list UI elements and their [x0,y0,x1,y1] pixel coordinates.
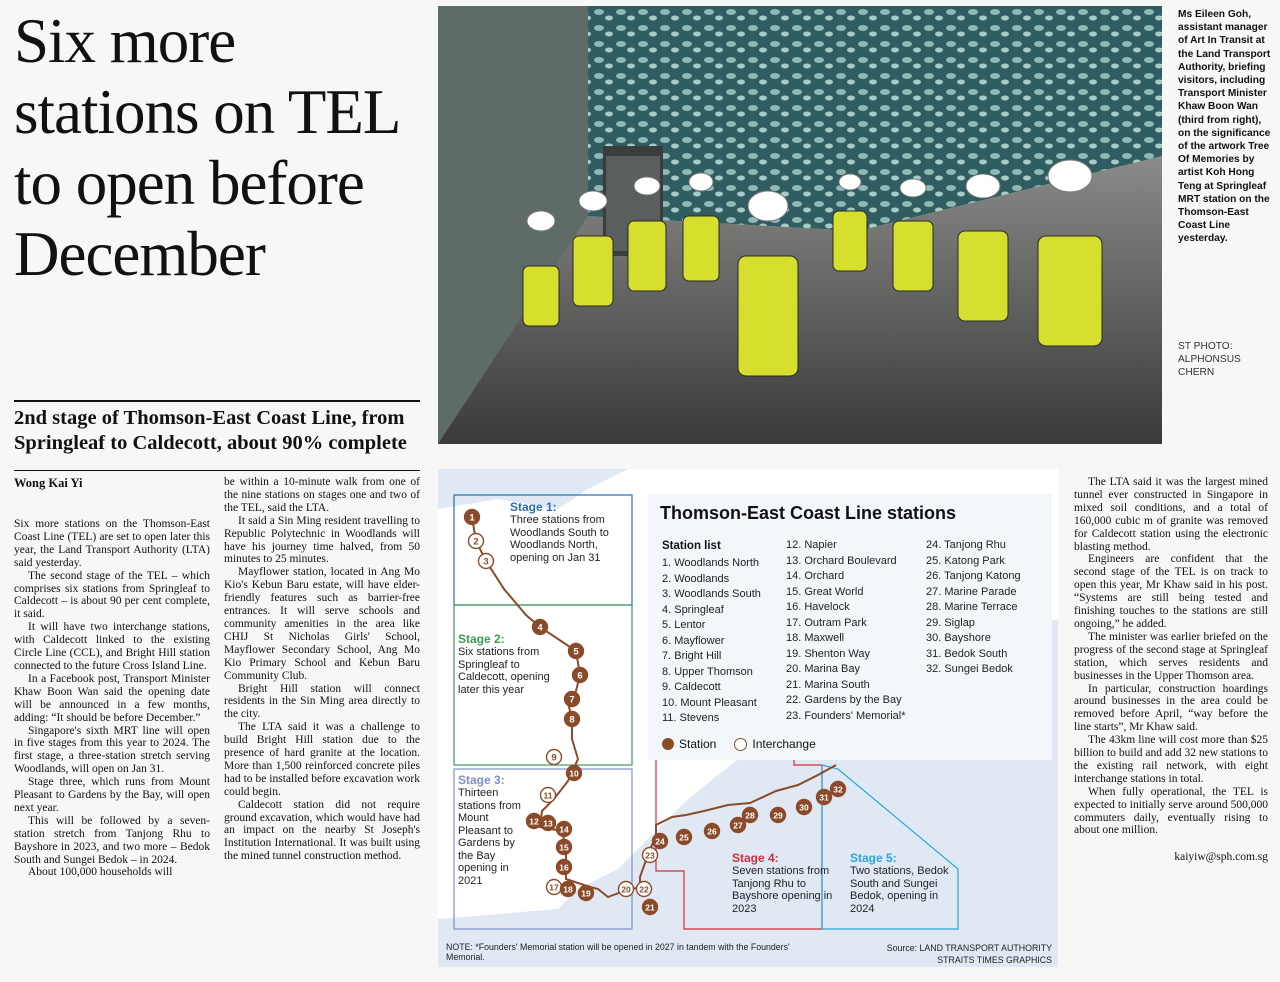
station-list-item: 15. Great World [786,585,864,598]
stage-1-label [510,500,630,564]
station-number-label: 4 [537,622,543,634]
paragraph: It said a Sin Ming resident travelling to Republic Polytechnic in Woodlands will have his journey time halved, from 50 minutes to 25 minutes. [224,514,420,566]
station-list-item: 8. Upper Thomson [662,665,753,678]
paragraph: When fully operational, the TEL is expected to initially serve around 500,000 commuters daily, eventually rising to about one million. [1074,785,1268,837]
subhead-rule [14,400,420,402]
author-email: kaiyiw@sph.com.sg [1174,851,1268,864]
map-note: NOTE: *Founders' Memorial station will be opened in 2027 in tandem with the Founders' Memorial. [446,942,790,962]
legend-station-label: Station [679,737,717,751]
paragraph: About 100,000 households will [28,866,173,879]
paragraph: Stage three, which runs from Mount Pleasant to Gardens by the Bay, will open next year. [14,776,210,814]
station-number-label: 28 [745,810,755,821]
station-number-label: 22 [639,884,649,895]
station-list-item: 12. Napier [786,539,837,551]
graphics-credit: STRAITS TIMES GRAPHICS [937,955,1052,965]
station-list-item: 31. Bedok South [926,647,1008,660]
station-number-label: 9 [551,752,557,764]
station-number-label: 23 [645,850,655,861]
stage-4-desc: Seven stations from Tanjong Rhu to Bayshore opening in 2023 [732,865,833,915]
station-list-item: 13. Orchard Boulevard [786,554,897,567]
station-number-label: 15 [559,842,569,853]
paragraph: In a Facebook post, Transport Minister Khaw Boon Wan said the opening date will be announced in a few months, adding: “It should be before December.” [14,672,210,724]
station-number-label: 29 [773,810,783,821]
paragraph: The LTA said it was the largest mined tunnel ever constructed in Singapore in mixed soil conditions, and a total of 160,000 cubic m of granite was removed for Caldecott station using the electronic blasting method. [1074,476,1268,553]
body-column-1 [14,518,210,879]
body-column-3 [1074,476,1268,864]
station-number-label: 7 [569,694,575,706]
paragraph: The second stage of the TEL – which comprises six stations from Springleaf to Caldecott – is about 90 per cent complete, it said. [14,569,210,621]
station-dot-icon [662,738,674,750]
paragraph: Engineers are confident that the second stage of the TEL is on track to open this year, Mr Khaw said in his post. “Systems are still being tested and finishing touches to the stations are still ongoing,” he added. [1074,553,1268,630]
stage-3-title: Stage 3: [458,773,505,787]
station-number-label: 30 [799,802,809,813]
legend-interchange-label: Interchange [752,737,816,751]
station-list-item: 7. Bright Hill [662,650,722,662]
station-list-item: 26. Tanjong Katong [926,570,1021,582]
station-list-col-1 [662,556,786,727]
stage-2-label [458,632,568,696]
paragraph: This will be followed by a seven-station stretch from Tanjong Rhu to Bayshore in 2023, and two more – Bedok South and Sungei Bedok – in 2024. [14,814,210,866]
station-list-item: 4. Springleaf [662,603,724,616]
station-number-label: 27 [733,820,743,831]
station-list-item: 19. Shenton Way [786,647,870,660]
station-number-label: 31 [819,792,829,803]
station-list-item: 2. Woodlands [662,572,730,585]
station-list-item: 9. Caldecott [662,681,721,693]
stage-2-desc: Six stations from Springleaf to Caldecott, opening later this year [458,646,550,696]
stage-4-label [732,851,842,915]
station-list-item: 21. Marina South [786,678,870,691]
station-number-label: 2 [473,536,479,548]
station-list-item: 20. Marina Bay [786,663,860,675]
stage-3-label [458,773,528,887]
station-list-item: 10. Mount Pleasant [662,696,757,709]
station-number-label: 24 [655,836,665,847]
photo-illustration [438,6,1162,444]
station-number-label: 11 [543,790,553,801]
station-number-label: 20 [621,884,631,895]
map-title: Thomson-East Coast Line stations [660,503,957,523]
paragraph: Mayflower station, located in Ang Mo Kio's Kebun Baru estate, will have elder-friendly features such as barrier-free entrances. It will serve schools and community amenities in the area like CHIJ St Nicholas Girls' School, Mayflower Secondary School, Ang Mo Kio Primary School and Kebun Baru Community Club. [224,566,420,682]
station-number-label: 8 [569,714,575,726]
station-number-label: 6 [577,670,583,682]
station-number-label: 19 [581,888,591,899]
station-number-label: 3 [483,556,489,568]
station-number-label: 12 [529,816,539,827]
station-number-label: 32 [833,784,843,795]
body-column-2 [224,476,420,863]
station-number-label: 18 [563,884,573,895]
stage-5-title: Stage 5: [850,851,897,865]
station-list-heading: Station list [662,540,721,552]
interchange-circle-icon [734,738,747,751]
map-source [840,942,1052,966]
station-list-item: 14. Orchard [786,570,845,582]
station-number-label: 25 [679,832,689,843]
station-number-label: 16 [559,862,569,873]
station-list-item: 23. Founders' Memorial* [786,709,906,722]
station-list-item: 5. Lentor [662,619,706,631]
byline-rule [14,470,420,471]
photo-credit: ST PHOTO: ALPHONSUS CHERN [1178,341,1241,379]
headline: Six more stations on TEL to open before December [14,6,398,289]
station-list-item: 3. Woodlands South [662,588,761,600]
stage-5-desc: Two stations, Bedok South and Sungei Bedok, opening in 2024 [850,865,949,915]
station-list-item: 25. Katong Park [926,554,1005,567]
subheadline: 2nd stage of Thomson-East Coast Line, from Springleaf to Caldecott, about 90% complete [14,407,407,454]
station-list-item: 27. Marine Parade [926,585,1017,598]
paragraph: It will have two interchange stations, with Caldecott linked to the existing Circle Line (CCL), and Bright Hill station connected to the future Cross Island Line. [14,621,210,672]
source-text: Source: LAND TRANSPORT AUTHORITY [886,943,1052,953]
paragraph: Singapore's sixth MRT line will open in five stages from this year to 2024. The first stage, a three-station stretch serving Woodlands, will open on Jan 31. [14,724,210,776]
station-list-item: 29. Siglap [926,616,975,629]
station-list-item: 16. Havelock [786,601,850,613]
paragraph: Caldecott station did not require ground excavation, which would have had an impact on the nearby St Joseph's Institution International. It was built using the mined tunnel construction method. [224,798,420,863]
station-list-item: 32. Sungei Bedok [926,663,1013,675]
station-list-col-3 [926,538,1050,678]
stage-3-desc: Thirteen stations from Mount Pleasant to Gardens by the Bay opening in 2021 [458,787,521,887]
station-list-item: 6. Mayflower [662,634,725,647]
photo-caption: Ms Eileen Goh, assistant manager of Art In Transit at the Land Transport Authority, briefing visitors, including Transport Minister Khaw Boon Wan (third from right), on the significance of the artwork Tree Of Memories by artist Koh Hong Teng at Springleaf MRT station on the Thomson-East Coast Line yesterday. [1178,9,1271,245]
paragraph: be within a 10-minute walk from one of the nine stations on stages one and two of the TEL, said the LTA. [224,476,420,514]
news-photo [438,6,1162,444]
stage-1-desc: Three stations from Woodlands South to Woodlands North, opening on Jan 31 [510,514,609,564]
station-list-item: 28. Marine Terrace [926,601,1018,613]
legend [662,737,816,751]
station-number-label: 5 [573,646,579,658]
stage-2-title: Stage 2: [458,632,505,646]
station-number-label: 13 [543,818,553,829]
station-number-label: 1 [469,512,475,524]
station-list-item: 11. Stevens [662,712,720,724]
station-list-item: 30. Bayshore [926,632,991,644]
station-number-label: 26 [707,826,717,837]
station-number-label: 14 [559,824,569,835]
stage-4-title: Stage 4: [732,851,779,865]
station-number-label: 21 [645,902,655,913]
station-list-item: 18. Maxwell [786,632,845,644]
station-list-item: 22. Gardens by the Bay [786,694,902,706]
station-list-item: 1. Woodlands North [662,557,760,569]
stage-1-title: Stage 1: [510,500,557,514]
station-list-item: 24. Tanjong Rhu [926,539,1006,551]
station-list-item: 17. Outram Park [786,616,867,629]
paragraph: Six more stations on the Thomson-East Coast Line (TEL) are set to open later this year, the Land Transport Authority (LTA) said yesterday. [14,518,210,569]
station-number-label: 17 [549,882,559,893]
paragraph: The LTA said it was a challenge to build Bright Hill station due to the presence of hard granite at the location. More than 1,500 reinforced concrete piles had to be installed before excavation work could begin. [224,721,420,798]
stage-5-label [850,851,960,915]
paragraph: In particular, construction hoardings around businesses in the area could be removed before April, “way before the line starts”, Mr Khaw said. [1074,682,1268,734]
byline: Wong Kai Yi [14,476,83,490]
paragraph: The 43km line will cost more than $25 billion to build and add 32 new stations to the existing rail network, with eight interchange stations in total. [1074,734,1268,785]
paragraph: The minister was earlier briefed on the progress of the second stage at Springleaf station, which serves residents and businesses in the Upper Thomson area. [1074,630,1268,682]
station-number-label: 10 [569,768,579,779]
station-list-col-2 [786,538,926,724]
paragraph: Bright Hill station will connect residents in the Sin Ming area directly to the city. [224,682,420,721]
